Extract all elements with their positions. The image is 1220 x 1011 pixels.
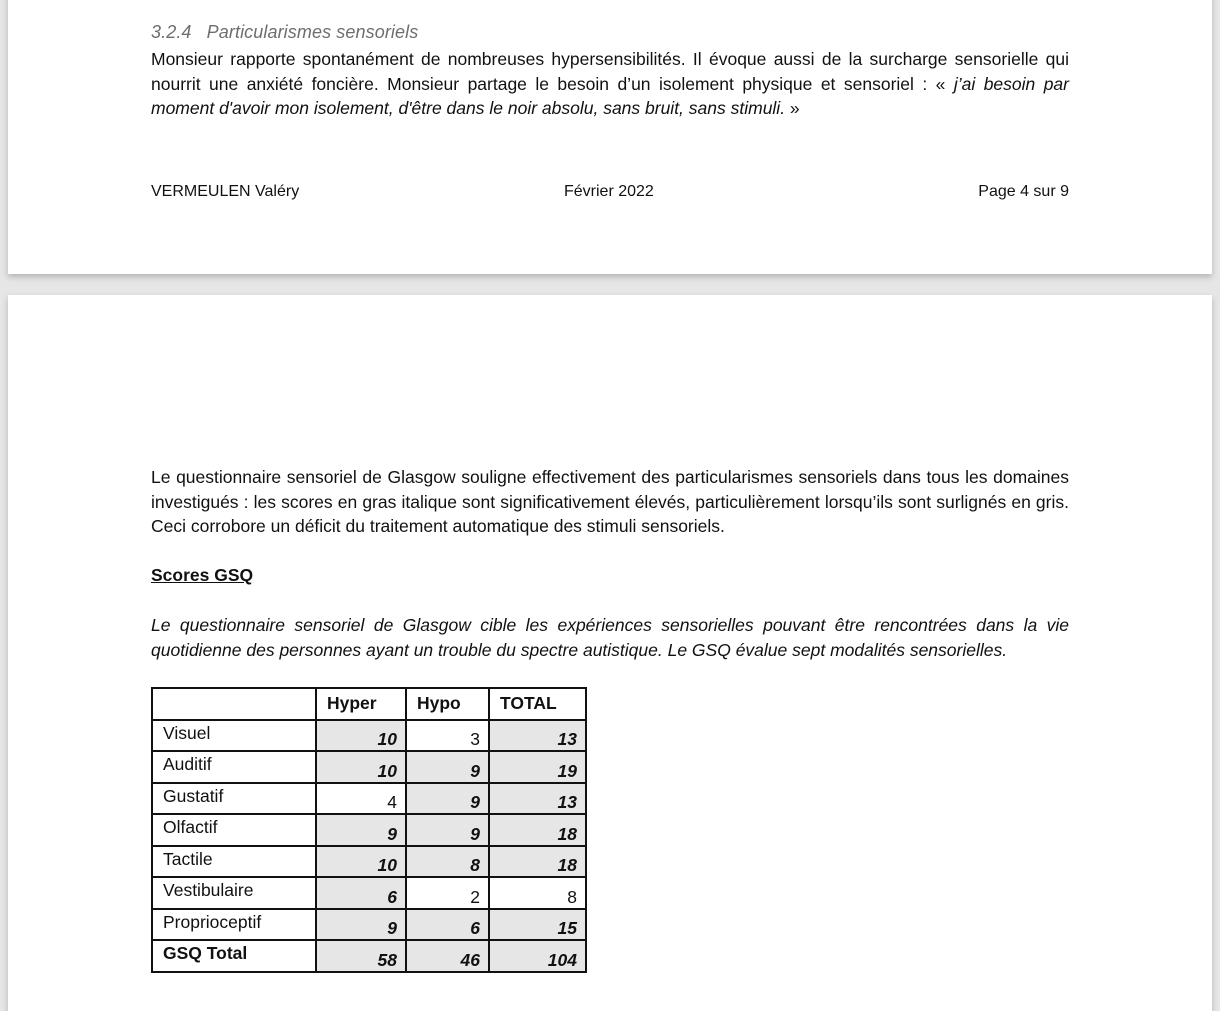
cell-hyper: 58 <box>316 940 406 972</box>
cell-hypo: 2 <box>406 877 489 909</box>
header-hyper: Hyper <box>316 688 406 720</box>
gsq-description: Le questionnaire sensoriel de Glasgow cible les expériences sensorielles pouvant être rencontrées dans la vie quotidienne des personnes ayant un trouble du spectre autistique. Le GSQ évalue sept modalités sensorielles. <box>151 615 1069 660</box>
cell-hyper: 4 <box>316 783 406 815</box>
section-heading <box>151 22 418 43</box>
row-label: Vestibulaire <box>152 877 316 909</box>
row-label: Visuel <box>152 720 316 752</box>
document-page-4 <box>8 0 1212 274</box>
cell-total: 13 <box>489 783 586 815</box>
header-hypo: Hypo <box>406 688 489 720</box>
table-row <box>152 720 586 752</box>
cell-hyper: 10 <box>316 751 406 783</box>
quote-closing: » <box>785 98 800 118</box>
table-row <box>152 877 586 909</box>
gsq-intro-paragraph: Le questionnaire sensoriel de Glasgow souligne effectivement des particularismes sensoriels dans tous les domaines investigués : les scores en gras italique sont significativement élevés, particulièrement lorsqu’ils sont surlignés en gris. Ceci corrobore un déficit du traitement automatique des stimuli sensoriels. <box>151 467 1069 536</box>
table-row <box>152 940 586 972</box>
section-number: 3.2.4 <box>151 22 192 42</box>
cell-hyper: 6 <box>316 877 406 909</box>
patient-quote: j’ai besoin par moment d'avoir mon isolement, d'être dans le noir absolu, sans bruit, sans stimuli. <box>151 73 1069 118</box>
cell-hypo: 9 <box>406 751 489 783</box>
footer-author: VERMEULEN Valéry <box>151 183 300 200</box>
header-empty <box>152 688 316 720</box>
cell-total: 18 <box>489 846 586 878</box>
cell-total: 19 <box>489 751 586 783</box>
cell-hyper: 10 <box>316 720 406 752</box>
table-row <box>152 751 586 783</box>
header-total: TOTAL <box>489 688 586 720</box>
cell-hyper: 10 <box>316 846 406 878</box>
row-label: Olfactif <box>152 814 316 846</box>
table-row <box>152 846 586 878</box>
cell-total: 8 <box>489 877 586 909</box>
cell-hypo: 8 <box>406 846 489 878</box>
gsq-scores-table <box>151 687 587 973</box>
row-label: Tactile <box>152 846 316 878</box>
row-label: Gustatif <box>152 783 316 815</box>
cell-hypo: 9 <box>406 783 489 815</box>
footer-page-number: Page 4 sur 9 <box>978 183 1069 200</box>
row-label: GSQ Total <box>152 940 316 972</box>
section-title: Particularismes sensoriels <box>206 22 419 42</box>
footer-date: Février 2022 <box>564 183 654 200</box>
cell-hypo: 3 <box>406 720 489 752</box>
table-row <box>152 783 586 815</box>
cell-hypo: 6 <box>406 909 489 941</box>
cell-hyper: 9 <box>316 909 406 941</box>
paragraph-text: Monsieur rapporte spontanément de nombreuses hypersensibilités. Il évoque aussi de la surcharge sensorielle qui nourrit une anxiété foncière. Monsieur partage le besoin d’un isolement physique et sensoriel : « <box>151 49 1069 94</box>
cell-total: 104 <box>489 940 586 972</box>
cell-hyper: 9 <box>316 814 406 846</box>
table-row <box>152 909 586 941</box>
table-row <box>152 814 586 846</box>
cell-total: 18 <box>489 814 586 846</box>
document-page-5 <box>8 295 1212 1011</box>
row-label: Auditif <box>152 751 316 783</box>
sensory-paragraph <box>151 47 1069 121</box>
cell-total: 15 <box>489 909 586 941</box>
table-header-row <box>152 688 586 720</box>
cell-hypo: 46 <box>406 940 489 972</box>
row-label: Proprioceptif <box>152 909 316 941</box>
cell-total: 13 <box>489 720 586 752</box>
cell-hypo: 9 <box>406 814 489 846</box>
scores-gsq-title: Scores GSQ <box>151 565 254 585</box>
